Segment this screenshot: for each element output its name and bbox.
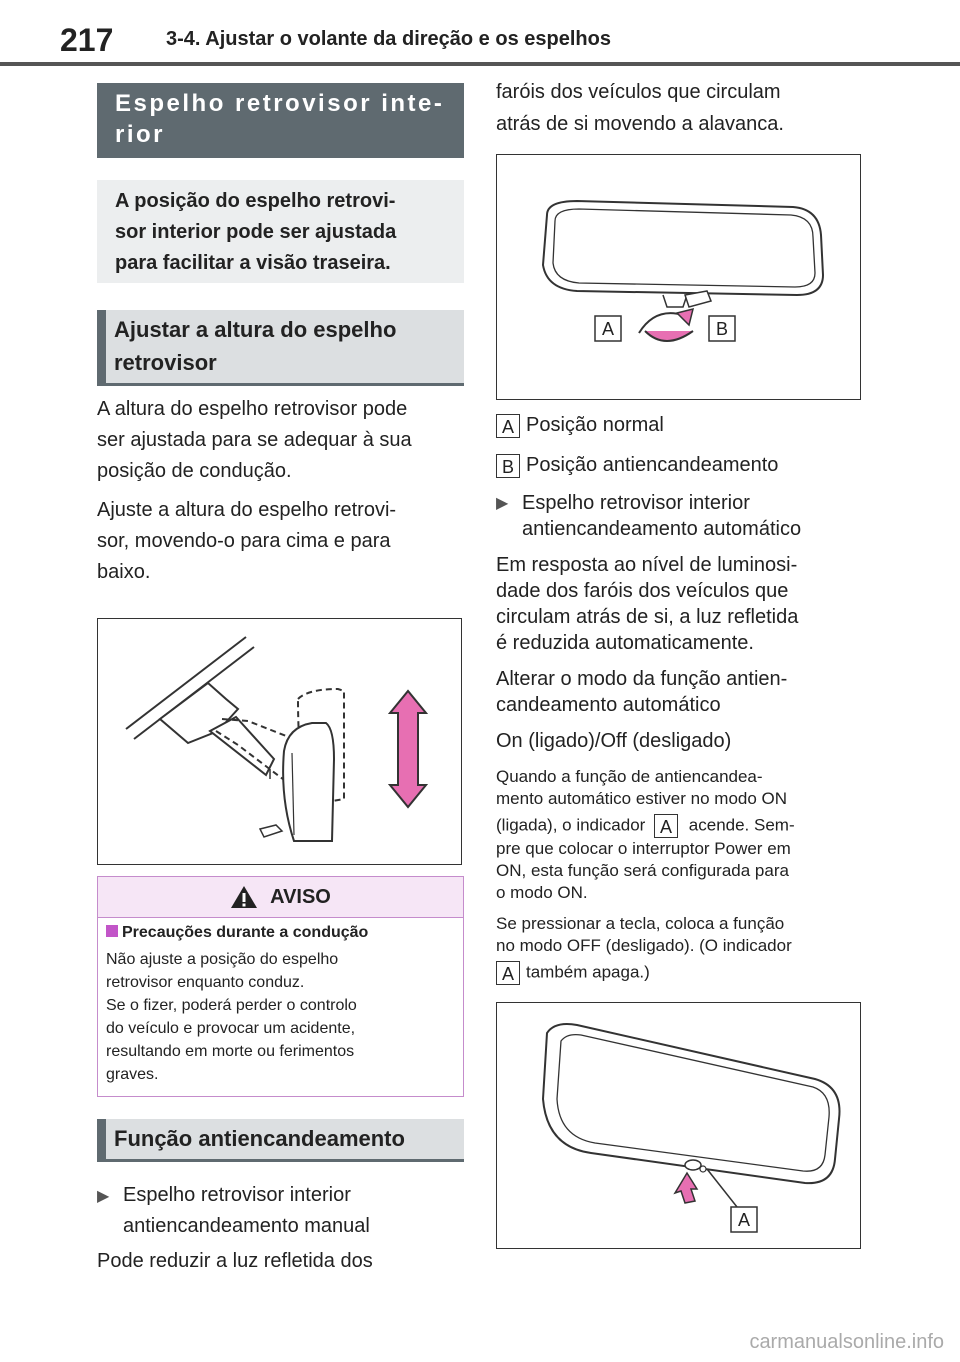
chapter-title: 3-4. Ajustar o volante da direção e os espelhos <box>166 28 611 50</box>
warning-title: AVISO <box>270 885 331 908</box>
fig1-label-b: B <box>715 319 729 339</box>
legend-a-text: Posição normal <box>526 414 664 436</box>
warning-body <box>98 918 463 1096</box>
press-arrow-icon <box>675 1173 697 1203</box>
note-1c: pre que colocar o interruptor Power em ON, esta função será configurada para o modo ON. <box>496 839 791 902</box>
key-a: A <box>496 414 520 438</box>
auto-paragraph-3: On (ligado)/Off (desligado) <box>496 730 732 752</box>
manual-paragraph: Pode reduzir a luz refletida dos <box>97 1250 373 1272</box>
warning-box <box>97 876 464 1097</box>
note-1b-post: acende. Sem- <box>688 815 795 835</box>
note-2b-text: também apaga.) <box>526 962 650 982</box>
square-bullet-icon <box>106 925 118 937</box>
fig2-label-a: A <box>737 1210 751 1230</box>
manual-bullet <box>97 1180 464 1242</box>
page-number: 217 <box>60 22 114 58</box>
left-column <box>97 83 464 1277</box>
manual-mirror-figure <box>496 154 861 400</box>
auto-bullet <box>496 490 866 542</box>
lead-box: A posição do espelho retrovi- sor interior pode ser ajustada para facilitar a visão traseira. <box>97 180 464 283</box>
key-b: B <box>496 454 520 478</box>
height-heading: Ajustar a altura do espelho retrovisor <box>97 310 464 386</box>
auto-mirror-figure <box>496 1002 861 1249</box>
legend-a <box>496 410 866 441</box>
header-rule <box>0 62 960 66</box>
bullet-triangle-icon: ▶ <box>97 1188 110 1205</box>
warning-text: Não ajuste a posição do espelho retrovisor enquanto conduz. Se o fizer, poderá perder o controlo do veículo e provocar um acidente, resultando em morte ou ferimentos graves. <box>106 951 357 1083</box>
warning-subtitle-text: Precauções durante a condução <box>122 924 369 941</box>
manual-bullet-text: Espelho retrovisor interior antiencandeamento manual <box>123 1184 370 1237</box>
fig1-label-a: A <box>601 319 615 339</box>
mirror-height-illustration <box>98 619 460 863</box>
switch-button-icon <box>700 1166 706 1172</box>
warning-header <box>98 877 463 918</box>
note-1b <box>496 814 866 838</box>
bullet-triangle-icon: ▶ <box>496 495 509 512</box>
height-paragraph-2: Ajuste a altura do espelho retrovi- sor, movendo-o para cima e para baixo. <box>97 499 397 583</box>
auto-paragraph-2: Alterar o modo da função antien- candeamento automático <box>496 668 788 716</box>
note-1-key-a: A <box>654 814 678 838</box>
legend-b-text: Posição antiencandeamento <box>526 454 779 476</box>
anti-glare-heading: Função antiencandeamento <box>97 1119 464 1162</box>
note-2-key-a: A <box>496 961 520 985</box>
note-1b-pre: (ligada), o indicador <box>496 815 646 835</box>
mirror-height-figure <box>97 618 462 865</box>
continued-paragraph: faróis dos veículos que circulam atrás de si movendo a alavanca. <box>496 81 784 135</box>
note-2a: Se pressionar a tecla, coloca a função no modo OFF (desligado). (O indicador <box>496 914 792 955</box>
warning-subtitle <box>106 924 455 942</box>
auto-mirror-illustration <box>497 1003 859 1247</box>
warning-triangle-icon <box>230 885 258 909</box>
section-title: Espelho retrovisor inte- rior <box>97 83 464 158</box>
note-1a: Quando a função de antiencandea- mento automático estiver no modo ON <box>496 767 788 808</box>
legend-b <box>496 450 866 481</box>
note-2b <box>496 961 866 985</box>
indicator-lamp-icon <box>685 1160 701 1170</box>
auto-paragraph-1: Em resposta ao nível de luminosi- dade dos faróis dos veículos que circulam atrás de si, a luz refletida é reduzida automaticamente. <box>496 554 799 654</box>
watermark: carmanualsonline.info <box>749 1331 944 1353</box>
height-paragraph-1: A altura do espelho retrovisor pode ser ajustada para se adequar à sua posição de condução. <box>97 398 412 482</box>
auto-bullet-text: Espelho retrovisor interior antiencandeamento automático <box>522 492 802 540</box>
right-column <box>496 76 866 1249</box>
manual-mirror-illustration <box>497 155 859 398</box>
